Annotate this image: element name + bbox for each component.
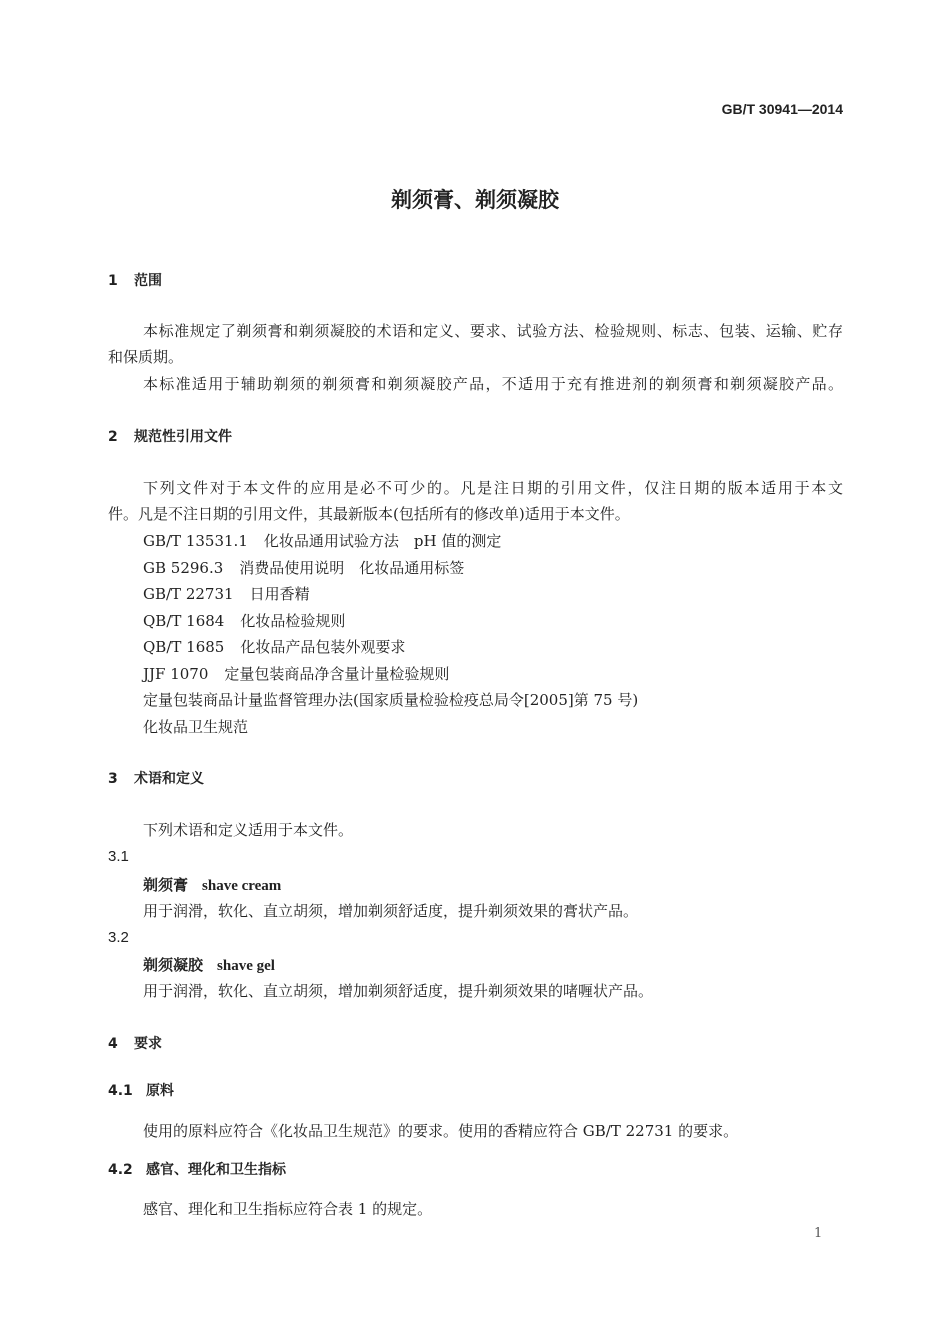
section-title: 要求 bbox=[134, 1036, 162, 1052]
section-number: 1 bbox=[108, 273, 118, 289]
reference-title: 日用香精 bbox=[249, 585, 310, 603]
term-en: shave cream bbox=[202, 878, 282, 894]
paragraph-line: 使用的原料应符合《化妆品卫生规范》的要求。使用的香精应符合 GB/T 22731 的要求。 bbox=[143, 1122, 739, 1140]
reference-title: 化妆品产品包装外观要求 bbox=[240, 638, 406, 656]
section-number: 2 bbox=[108, 429, 118, 445]
section-title: 术语和定义 bbox=[134, 771, 204, 787]
section-heading-4 bbox=[108, 1034, 162, 1054]
reference-item bbox=[143, 531, 501, 551]
reference-code: GB 5296.3 bbox=[143, 558, 224, 577]
reference-title: 化妆品检验规则 bbox=[240, 611, 346, 630]
reference-item bbox=[143, 717, 248, 737]
subsection-heading-4-1 bbox=[108, 1081, 174, 1101]
standard-code: GB/T 30941—2014 bbox=[721, 101, 843, 117]
subsection-title: 感官、理化和卫生指标 bbox=[146, 1162, 286, 1178]
term-name bbox=[143, 875, 281, 896]
subsection-number: 4.2 bbox=[108, 1162, 133, 1178]
reference-title: 化妆品通用试验方法 pH 值的测定 bbox=[263, 532, 502, 550]
reference-title: 定量包装商品计量监督管理办法(国家质量检验检疫总局令[2005]第 75 号) bbox=[143, 691, 639, 709]
term-number: 3.2 bbox=[108, 929, 129, 946]
paragraph-line: 下列文件对于本文件的应用是必不可少的。凡是注日期的引用文件，仅注日期的版本适用于本文 bbox=[143, 479, 843, 497]
paragraph-line: 件。凡是不注日期的引用文件，其最新版本(包括所有的修改单)适用于本文件。 bbox=[108, 505, 630, 523]
document-title: 剃须膏、剃须凝胶 bbox=[391, 188, 559, 212]
paragraph-line: 感官、理化和卫生指标应符合表 1 的规定。 bbox=[143, 1200, 433, 1218]
reference-item bbox=[143, 584, 310, 604]
section-title: 范围 bbox=[134, 273, 162, 289]
section-heading-3 bbox=[108, 769, 204, 789]
reference-code: GB/T 22731 bbox=[143, 585, 234, 603]
paragraph-line: 下列术语和定义适用于本文件。 bbox=[143, 821, 354, 839]
paragraph-line: 和保质期。 bbox=[108, 348, 184, 366]
term-zh: 剃须凝胶 bbox=[143, 956, 204, 974]
section-heading-2 bbox=[108, 427, 232, 447]
section-title: 规范性引用文件 bbox=[134, 429, 232, 445]
subsection-title: 原料 bbox=[146, 1083, 174, 1099]
term-definition: 用于润滑，软化、直立胡须，增加剃须舒适度，提升剃须效果的膏状产品。 bbox=[143, 902, 639, 920]
paragraph-line: 本标准规定了剃须膏和剃须凝胶的术语和定义、要求、试验方法、检验规则、标志、包装、运输、贮存 bbox=[143, 322, 843, 340]
term-number: 3.1 bbox=[108, 848, 129, 865]
section-number: 3 bbox=[108, 771, 118, 787]
reference-code: GB/T 13531.1 bbox=[143, 532, 248, 550]
subsection-heading-4-2 bbox=[108, 1160, 286, 1180]
term-name bbox=[143, 955, 275, 976]
subsection-number: 4.1 bbox=[108, 1083, 133, 1099]
term-zh: 剃须膏 bbox=[143, 876, 189, 894]
page-number: 1 bbox=[814, 1226, 823, 1241]
paragraph-line: 本标准适用于辅助剃须的剃须膏和剃须凝胶产品，不适用于充有推进剂的剃须膏和剃须凝胶产品。 bbox=[143, 375, 843, 393]
reference-item bbox=[143, 664, 449, 684]
term-en: shave gel bbox=[217, 958, 275, 974]
reference-item bbox=[143, 690, 638, 710]
reference-item bbox=[143, 558, 464, 578]
reference-title: 消费品使用说明 化妆品通用标签 bbox=[239, 558, 465, 577]
reference-code: QB/T 1685 bbox=[143, 638, 225, 656]
reference-item bbox=[143, 637, 405, 657]
reference-code: JJF 1070 bbox=[143, 664, 209, 683]
term-definition: 用于润滑，软化、直立胡须，增加剃须舒适度，提升剃须效果的啫喱状产品。 bbox=[143, 982, 654, 1000]
reference-code: QB/T 1684 bbox=[143, 611, 225, 630]
reference-item bbox=[143, 611, 345, 631]
reference-title: 化妆品卫生规范 bbox=[143, 717, 249, 736]
reference-title: 定量包装商品净含量计量检验规则 bbox=[224, 664, 450, 683]
section-number: 4 bbox=[108, 1036, 118, 1052]
section-heading-1 bbox=[108, 271, 162, 291]
